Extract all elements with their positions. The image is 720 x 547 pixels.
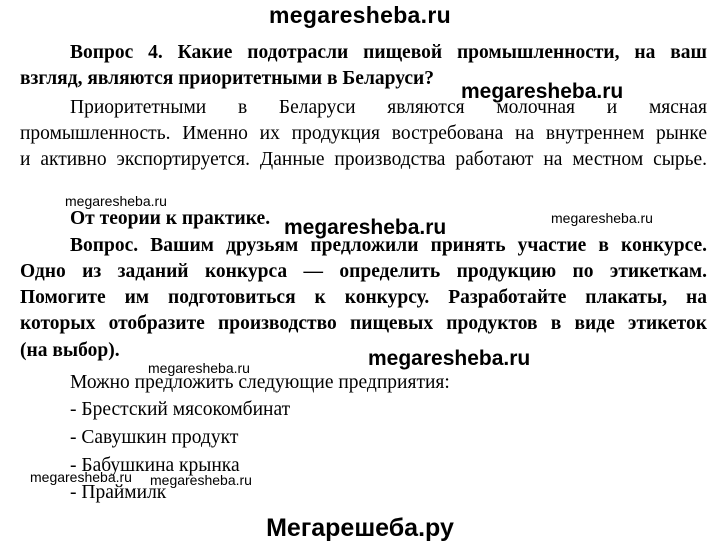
watermark: megaresheba.ru (551, 210, 653, 226)
section-heading: От теории к практике. (70, 208, 271, 229)
question-line3: Помогите им подготовиться к конкурсу. Разработайте плакаты, на (20, 287, 707, 308)
question4-line1: Вопрос 4. Какие подотрасли пищевой промышленности, на ваш (70, 42, 707, 63)
watermark: megaresheba.ru (30, 469, 132, 485)
question-line2: Одно из заданий конкурса — определить продукцию по этикеткам. (20, 261, 707, 282)
answer-item: - Праймилк (70, 482, 167, 503)
answer4-line2: промышленность. Именно их продукция востребована на внутреннем рынке (20, 123, 707, 144)
watermark: megaresheba.ru (284, 216, 447, 239)
question4-line2: взгляд, являются приоритетными в Беларуси? (20, 68, 435, 89)
answer4-line1: Приоритетными в Беларуси являются молочная и мясная (70, 97, 707, 118)
answer-item: - Савушкин продукт (70, 427, 239, 448)
answer4-line3: и активно экспортируется. Данные производства работают на местном сырье. (20, 149, 707, 170)
watermark: megaresheba.ru (461, 80, 624, 103)
answer-item: - Бабушкина крынка (70, 455, 240, 476)
watermark: megaresheba.ru (150, 472, 252, 488)
watermark: megaresheba.ru (368, 347, 531, 370)
answer-item: - Брестский мясокомбинат (70, 399, 291, 420)
watermark: megaresheba.ru (65, 193, 167, 209)
question-line1: Вопрос. Вашим друзьям предложили принять участие в конкурсе. (70, 235, 707, 256)
site-footer: Мегарешеба.ру (266, 514, 454, 542)
answer-intro: Можно предложить следующие предприятия: (70, 372, 450, 393)
watermark: megaresheba.ru (148, 360, 250, 376)
question-line5: (на выбор). (20, 340, 120, 361)
question-line4: которых отобразите производство пищевых продуктов в виде этикеток (20, 313, 707, 334)
site-header: megaresheba.ru (269, 2, 451, 28)
